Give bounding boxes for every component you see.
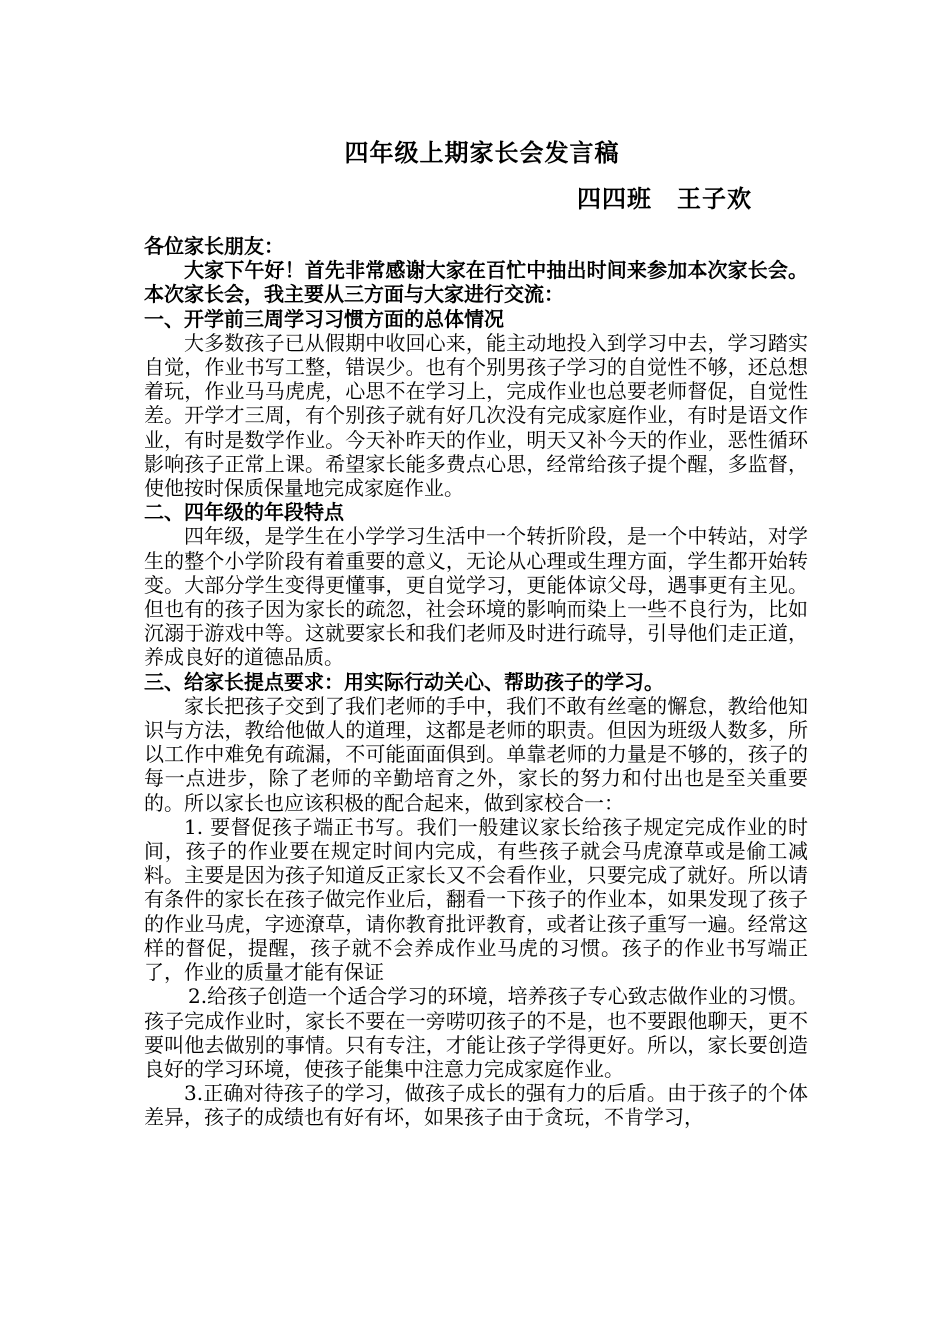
list-item-1: 1. 要督促孩子端正书写。我们一般建议家长给孩子规定完成作业的时间，孩子的作业要在规定时间内完成，有些孩子就会马虎潦草或是偷工减料。主要是因为孩子知道反正家长又不会看作业，只要完成了就好。所以请有条件的家长在孩子做完作业后，翻看一下孩子的作业本，如果发现了孩子的作业马虎，字迹潦草，请你教育批评教育，或者让孩子重写一遍。经常这样的督促，提醒，孩子就不会养成作业马虎的习惯。孩子的作业书写端正了，作业的质量才能有保证 <box>144 814 808 985</box>
section-1-body: 大多数孩子已从假期中收回心来，能主动地投入到学习中去，学习踏实自觉，作业书写工整，错误少。也有个别男孩子学习的自觉性不够，还总想着玩，作业马马虎虎，心思不在学习上，完成作业也总要老师督促，自觉性差。开学才三周，有个别孩子就有好几次没有完成家庭作业，有时是语文作业，有时是数学作业。今天补昨天的作业，明天又补今天的作业，恶性循环影响孩子正常上课。希望家长能多费点心思，经常给孩子提个醒，多监督，使他按时保质保量地完成家庭作业。 <box>144 330 808 501</box>
section-3-body: 家长把孩子交到了我们老师的手中，我们不敢有丝毫的懈怠，教给他知识与方法，教给他做人的道理，这都是老师的职责。但因为班级人数多，所以工作中难免有疏漏，不可能面面俱到。单靠老师的力量是不够的，孩子的每一点进步，除了老师的辛勤培育之外，家长的努力和付出也是至关重要的。所以家长也应该积极的配合起来，做到家校合一： <box>144 693 808 815</box>
author-line: 四四班 王子欢 <box>577 184 752 213</box>
section-2-heading: 二、四年级的年段特点 <box>144 500 344 525</box>
list-item-3: 3.正确对待孩子的学习，做孩子成长的强有力的后盾。由于孩子的个体差异，孩子的成绩也有好有坏，如果孩子由于贪玩，不肯学习， <box>144 1081 808 1130</box>
section-1-heading: 一、开学前三周学习习惯方面的总体情况 <box>144 306 504 331</box>
section-2-body: 四年级，是学生在小学学习生活中一个转折阶段，是一个中转站，对学生的整个小学阶段有着重要的意义，无论从心理或生理方面，学生都开始转变。大部分学生变得更懂事，更自觉学习，更能体谅父母，遇事更有主见。但也有的孩子因为家长的疏忽，社会环境的影响而染上一些不良行为，比如沉溺于游戏中等。这就要家长和我们老师及时进行疏导，引导他们走正道，养成良好的道德品质。 <box>144 524 808 670</box>
opening-paragraph: 大家下午好！首先非常感谢大家在百忙中抽出时间来参加本次家长会。本次家长会，我主要从三方面与大家进行交流： <box>144 258 808 307</box>
salutation: 各位家长朋友： <box>144 234 284 258</box>
section-3-heading: 三、给家长提点要求：用实际行动关心、帮助孩子的学习。 <box>144 669 664 694</box>
list-item-2: 2.给孩子创造一个适合学习的环境，培养孩子专心致志做作业的习惯。孩子完成作业时，家长不要在一旁唠叨孩子的不是，也不要跟他聊天，更不要叫他去做别的事情。只有专注，才能让孩子学得更好。所以，家长要创造良好的学习环境，使孩子能集中注意力完成家庭作业。 <box>144 984 808 1081</box>
document-content <box>144 138 808 1130</box>
document-title: 四年级上期家长会发言稿 <box>344 138 620 167</box>
